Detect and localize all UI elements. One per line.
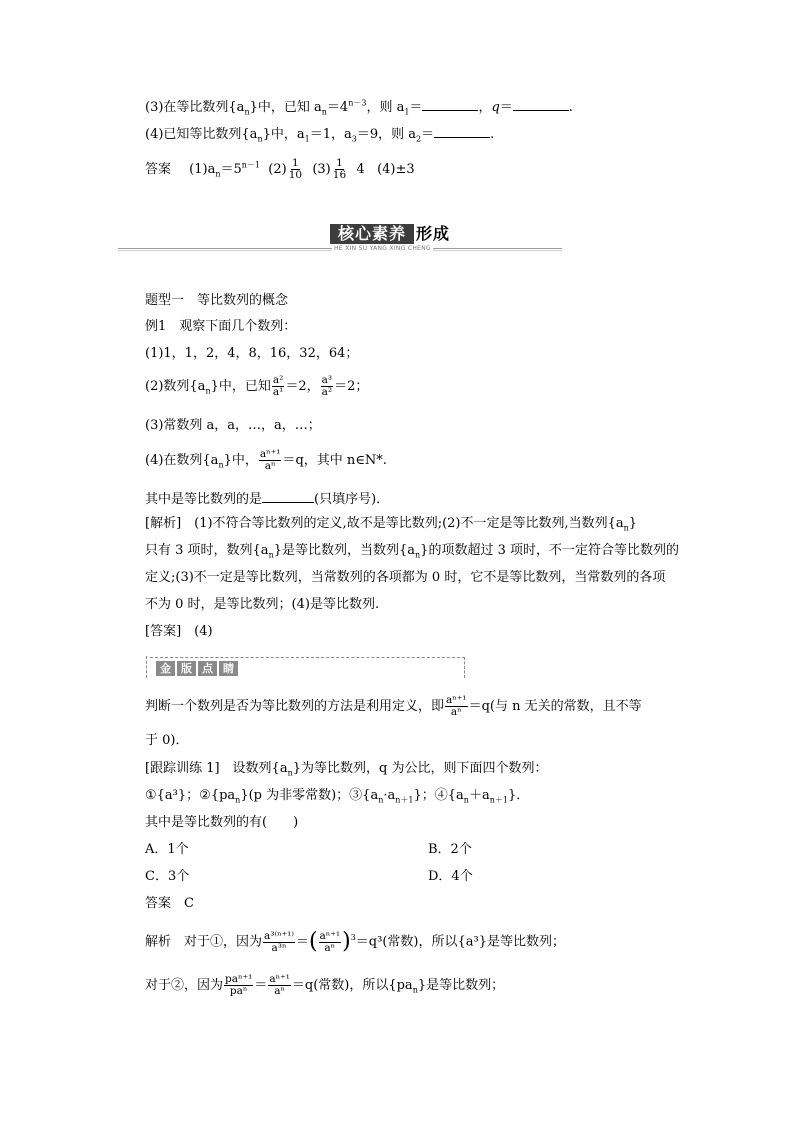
text: }(p 为非零常数)；③{a xyxy=(240,788,379,803)
analysis-line: 只有 3 项时，数列$\{a_n\}$是等比数列，当数列$\{a_n\}$的项数超过 3 项时，不一定符合等比数列的 xyxy=(145,543,679,560)
numerator: aⁿ⁺¹ xyxy=(259,448,281,460)
text: ＝2； xyxy=(334,379,369,394)
tip-text: 于 0)． xyxy=(145,733,189,748)
denominator: a³ⁿ xyxy=(271,941,287,954)
text: (2)数列{a xyxy=(145,379,206,394)
example-item: (3)常数列 a，a，…，a，…； xyxy=(145,418,321,433)
exercise-line: [跟踪训练 1] 设数列$\{a_n\}$为等比数列，q 为公比，则下面四个数列： xyxy=(145,761,548,778)
example-item: (4)在数列$\{a_n\}$中， $\frac{\text{aⁿ⁺¹}}{\text{aⁿ}}$ ＝q，其中 n∈N*. xyxy=(145,448,387,472)
text: ＝ xyxy=(421,127,435,142)
text: (3) xyxy=(312,162,331,177)
numerator: aⁿ⁺¹ xyxy=(269,973,290,985)
example-item: (2)数列$\{a_n\}$中，已知 $\frac{\text{a²}}{\text{a¹}}$ ＝2， $\frac{\text{a³}}{\text{a²}}$ ＝2； xyxy=(145,374,369,398)
denominator: paⁿ xyxy=(229,985,248,997)
text: (只填序号)． xyxy=(314,492,390,507)
denominator: aⁿ xyxy=(324,941,336,954)
denominator: aⁿ xyxy=(264,460,276,472)
denominator: 16 xyxy=(332,169,347,181)
fraction xyxy=(263,931,295,954)
text: }；④{a xyxy=(413,788,464,803)
text: ＝q(常数)，所以{pa xyxy=(291,978,413,993)
text: ＝q³(常数)，所以{a³}是等比数列； xyxy=(355,934,565,950)
text: ＝ xyxy=(499,100,513,115)
text: ， xyxy=(478,100,492,115)
text: (3)在等比数列{a xyxy=(145,100,245,115)
paren-open: ( xyxy=(308,929,318,954)
tip-text xyxy=(145,692,642,722)
numerator: a³⁽ⁿ⁺¹⁾ xyxy=(264,929,294,942)
fraction xyxy=(332,158,347,181)
choice-c[interactable]: C．3个 xyxy=(145,869,190,884)
section-title: 题型一 等比数列的概念 xyxy=(145,293,289,308)
text: ＝2， xyxy=(285,379,320,394)
banner-pinyin: HE XIN SU YANG XING CHENG xyxy=(334,245,431,252)
banner-boxed-title: 核心素养 xyxy=(330,224,414,244)
tip-box xyxy=(150,657,465,678)
exponent: n－3 xyxy=(348,98,367,108)
text: ＝q(与 n 无关的常数，且不等 xyxy=(468,699,642,714)
text: }中，a xyxy=(262,127,305,142)
example-heading: 例1 观察下面几个数列： xyxy=(145,319,297,334)
text: 判断一个数列是否为等比数列的方法是利用定义，即 xyxy=(145,699,445,714)
text: } xyxy=(628,516,638,531)
text: }为等比数列，q 为公比，则下面四个数列： xyxy=(292,761,548,776)
text: ①{a³}；②{pa xyxy=(145,788,236,803)
exercise-line: ①{a³}；$②\{pa_n\}(p$ 为非零常数)；$③\{a_n\cdot a_{n+1}\}$；$④\{a_n+a_{n+1}\}$． xyxy=(145,788,530,805)
answer-line: [答案] (4) xyxy=(145,624,213,639)
analysis-line: 对于②，因为 $\frac{\text{paⁿ⁺¹}}{\text{paⁿ}}$ ＝ $\frac{\text{aⁿ⁺¹}}{\text{aⁿ}}$ ＝q(常数)，所以$\{pa_n\}$是等比数列； xyxy=(145,973,505,997)
numerator: aⁿ⁺¹ xyxy=(319,929,341,942)
text: ＝q，其中 n∈N*. xyxy=(282,453,387,468)
text: ＝ xyxy=(254,978,268,993)
tip-label-char: 金 xyxy=(156,661,175,676)
paren-close: ) xyxy=(342,929,351,954)
analysis-line: 不为 0 时，是等比数列；(4)是等比数列. xyxy=(145,597,380,612)
text: ＝9，则 a xyxy=(356,127,416,142)
text: (4)已知等比数列{a xyxy=(145,127,258,142)
fraction xyxy=(268,974,291,997)
text: ·a xyxy=(383,788,396,803)
tip-label xyxy=(156,661,238,676)
answer-blank[interactable] xyxy=(434,124,490,138)
answer-blank[interactable] xyxy=(422,97,478,111)
tip-box-border xyxy=(146,656,147,678)
numerator: 1 xyxy=(336,157,343,169)
choice-d[interactable]: D．4个 xyxy=(428,869,473,884)
fraction xyxy=(321,375,333,398)
section-banner xyxy=(118,222,562,254)
text: ，则 a xyxy=(366,100,405,115)
numerator: aⁿ⁺¹ xyxy=(446,694,467,706)
exercise-line: 其中是等比数列的有( ) xyxy=(145,815,299,830)
text: }中，已知 a xyxy=(249,100,322,115)
analysis-line: 解析 对于①，因为 $\frac{\text{a³⁽ⁿ⁺¹⁾}}{\text{a³ⁿ}}$ ＝( $\frac{\text{aⁿ⁺¹}}{\text{aⁿ}}$ )$^3$＝q³(常数)，所以{a³}是等比数列； xyxy=(145,929,565,954)
text: 对于②，因为 xyxy=(145,978,224,993)
numerator: a² xyxy=(272,374,284,386)
denominator: 10 xyxy=(288,169,303,181)
denominator: a¹ xyxy=(272,386,284,398)
denominator: a² xyxy=(321,386,333,398)
text: }中， xyxy=(223,453,258,468)
text: ＝ xyxy=(409,100,423,115)
question-4: (4)已知等比数列$\{a_n\}$中，$a_1=1$，$a_3=9$，则 $a_2=$ . xyxy=(145,124,494,144)
text: q xyxy=(491,100,500,115)
answer-blank[interactable] xyxy=(513,97,569,111)
text: . xyxy=(568,100,573,115)
text: ＝5 xyxy=(220,162,242,177)
text: [跟踪训练 1] 设数列{a xyxy=(145,761,288,776)
answer-line: 答案 $(1)a_n=5^{n-1}$ (2) $\frac{1}{10}$ (3) $\frac{1}{16}$ 4 (4)±3 xyxy=(145,157,415,181)
fraction xyxy=(288,158,303,181)
tip-label-char: 睛 xyxy=(219,661,238,676)
tip-label-char: 版 xyxy=(177,661,196,676)
text: (2) xyxy=(268,162,287,177)
text: }的项数超过 3 项时，不一定符合等比数列的 xyxy=(420,543,679,558)
fraction xyxy=(445,695,468,718)
exponent: n－1 xyxy=(241,160,261,170)
text: 4 xyxy=(356,162,365,177)
denominator: aⁿ xyxy=(274,985,285,997)
text: (4)在数列{a xyxy=(145,453,219,468)
question-3: (3)在等比数列$\{a_n\}$中，已知 $a_n=4^{n-3}$，则 $a_1=$ ，q＝ . xyxy=(145,98,573,117)
text: ＝ xyxy=(295,934,309,950)
denominator: aⁿ xyxy=(450,706,462,718)
banner-title-tail: 形成 xyxy=(416,224,451,243)
text: }中，已知 xyxy=(210,379,271,394)
fraction xyxy=(319,931,342,954)
text: }是等比数列； xyxy=(417,978,505,993)
text: }． xyxy=(507,788,530,803)
text: }是等比数列，当数列{a xyxy=(273,543,416,558)
tip-label-char: 点 xyxy=(198,661,217,676)
numerator: paⁿ⁺¹ xyxy=(225,973,253,985)
text: 只有 3 项时，数列{a xyxy=(145,543,269,558)
fraction xyxy=(224,974,253,997)
example-item: (1)1，1，2，4，8，16，32，64； xyxy=(145,346,359,361)
numerator: a³ xyxy=(321,374,333,386)
text: ＝1，a xyxy=(309,127,352,142)
choice-a[interactable]: A．1个 xyxy=(145,842,189,857)
text: (4)±3 xyxy=(377,162,415,177)
numerator: 1 xyxy=(292,157,299,169)
text: [解析] (1)不符合等比数列的定义,故不是等比数列;(2)不一定是等比数列,当数列{a xyxy=(145,516,624,531)
analysis-line: 定义;(3)不一定是等比数列，当常数列的各项都为 0 时，它不是等比数列，当常数列的各项 xyxy=(145,570,666,585)
answer-label: 答案 xyxy=(145,162,172,177)
text: 解析 对于①，因为 xyxy=(145,934,263,950)
answer-blank[interactable] xyxy=(262,489,314,503)
example-question xyxy=(145,489,389,509)
analysis-line: [解析] (1)不符合等比数列的定义,故不是等比数列;(2)不一定是等比数列,当数列$\{a_n\}$ xyxy=(145,516,638,533)
text: ＋a xyxy=(468,788,490,803)
fraction xyxy=(259,449,282,472)
choice-b[interactable]: B．2个 xyxy=(428,842,472,857)
text: (1)a xyxy=(189,162,216,177)
answer-line: 答案 C xyxy=(145,896,194,911)
fraction xyxy=(272,375,284,398)
text: . xyxy=(490,127,495,142)
text: 其中是等比数列的是 xyxy=(145,492,263,507)
text: ＝4 xyxy=(326,100,349,115)
